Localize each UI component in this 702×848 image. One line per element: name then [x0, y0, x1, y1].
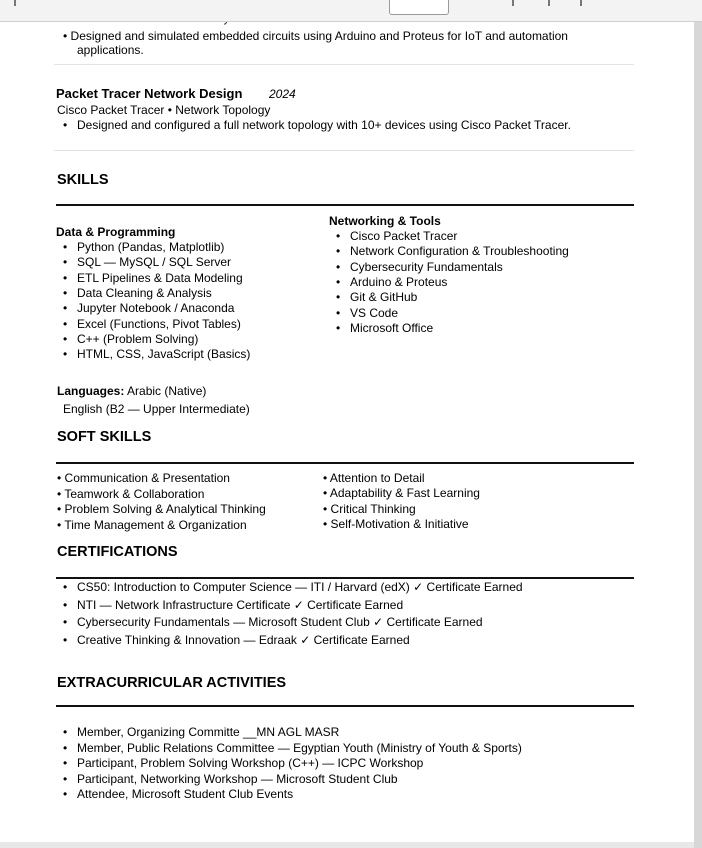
activity-item: • Attendee, Microsoft Student Club Events	[77, 787, 293, 801]
soft-skill-item: • Problem Solving & Analytical Thinking	[57, 502, 266, 517]
skill-item: • Cisco Packet Tracer	[350, 229, 457, 243]
project-prev-bullet-cont: applications.	[77, 43, 144, 57]
languages-label: Languages:	[57, 384, 125, 398]
certification-item: • Creative Thinking & Innovation — Edraak ✓ Certificate Earned	[77, 633, 410, 647]
languages-line	[57, 384, 206, 398]
project-bullet: • Designed and configured a full network topology with 10+ devices using Cisco Packet Tracer.	[77, 118, 571, 132]
skill-item: • Data Cleaning & Analysis	[77, 286, 212, 300]
activity-item: • Member, Organizing Committe __MN AGL MASR	[77, 725, 339, 739]
soft-skill-item: • Communication & Presentation	[57, 471, 230, 485]
skills-rule	[56, 204, 634, 206]
skills-data-programming-title: Data & Programming	[56, 225, 176, 239]
soft-skill-item: • Adaptability & Fast Learning	[323, 486, 480, 501]
skill-item: • Network Configuration & Troubleshooting	[350, 244, 569, 258]
activity-item: • Participant, Networking Workshop — Microsoft Student Club	[77, 772, 398, 786]
skill-item: • Python (Pandas, Matplotlib)	[77, 240, 224, 254]
skill-item: • Excel (Functions, Pivot Tables)	[77, 317, 241, 331]
toolbar-separator	[580, 0, 582, 6]
skill-item: • C++ (Problem Solving)	[77, 332, 198, 346]
skill-item: • Arduino & Proteus	[350, 275, 447, 289]
project-prev-bullet: • Designed and simulated embedded circuits using Arduino and Proteus for IoT and automation	[63, 29, 568, 43]
activity-item: • Participant, Problem Solving Workshop (C++) — ICPC Workshop	[77, 756, 423, 770]
divider	[54, 64, 634, 65]
extracurricular-rule	[56, 705, 634, 707]
skills-heading: SKILLS	[57, 172, 109, 188]
extracurricular-heading: EXTRACURRICULAR ACTIVITIES	[57, 675, 287, 691]
soft-skills-heading: SOFT SKILLS	[57, 429, 152, 445]
toolbar-separator	[14, 0, 16, 6]
vertical-scrollbar[interactable]	[694, 21, 702, 848]
skills-networking-title: Networking & Tools	[329, 214, 441, 228]
project-year: 2024	[269, 87, 296, 101]
page-gap	[0, 842, 694, 848]
soft-skill-item: • Teamwork & Collaboration	[57, 486, 205, 501]
skill-item: • Jupyter Notebook / Anaconda	[77, 301, 234, 315]
page-number-input[interactable]	[389, 0, 449, 15]
certification-item: • CS50: Introduction to Computer Science — ITI / Harvard (edX) ✓ Certificate Earned	[77, 580, 523, 594]
certification-item: • NTI — Network Infrastructure Certificate ✓ Certificate Earned	[77, 598, 403, 612]
soft-skill-item: • Attention to Detail	[323, 471, 425, 485]
toolbar-separator	[548, 0, 550, 6]
languages-english: English (B2 — Upper Intermediate)	[63, 402, 250, 416]
skill-item: • SQL — MySQL / SQL Server	[77, 255, 231, 269]
certifications-rule	[56, 577, 634, 579]
soft-skill-item: • Time Management & Organization	[57, 517, 247, 532]
languages-arabic: Arabic (Native)	[127, 384, 207, 398]
viewer-toolbar	[0, 0, 702, 22]
skill-item: • HTML, CSS, JavaScript (Basics)	[77, 347, 250, 361]
certification-item: • Cybersecurity Fundamentals — Microsoft Student Club ✓ Certificate Earned	[77, 615, 483, 629]
soft-skill-item: • Self-Motivation & Initiative	[323, 516, 469, 531]
project-tags: Cisco Packet Tracer • Network Topology	[57, 103, 271, 117]
soft-skills-rule	[56, 462, 634, 464]
skill-item: • Microsoft Office	[350, 321, 433, 335]
certifications-heading: CERTIFICATIONS	[57, 544, 178, 560]
activity-item: • Member, Public Relations Committee — Egyptian Youth (Ministry of Youth & Sports)	[77, 741, 522, 755]
skill-item: • ETL Pipelines & Data Modeling	[77, 271, 243, 285]
soft-skill-item: • Critical Thinking	[323, 501, 416, 516]
skill-item: • Git & GitHub	[350, 290, 417, 304]
project-title: Packet Tracer Network Design	[56, 86, 243, 101]
divider	[54, 150, 634, 151]
skill-item: • VS Code	[350, 306, 398, 320]
toolbar-separator	[512, 0, 514, 6]
skill-item: • Cybersecurity Fundamentals	[350, 260, 503, 274]
